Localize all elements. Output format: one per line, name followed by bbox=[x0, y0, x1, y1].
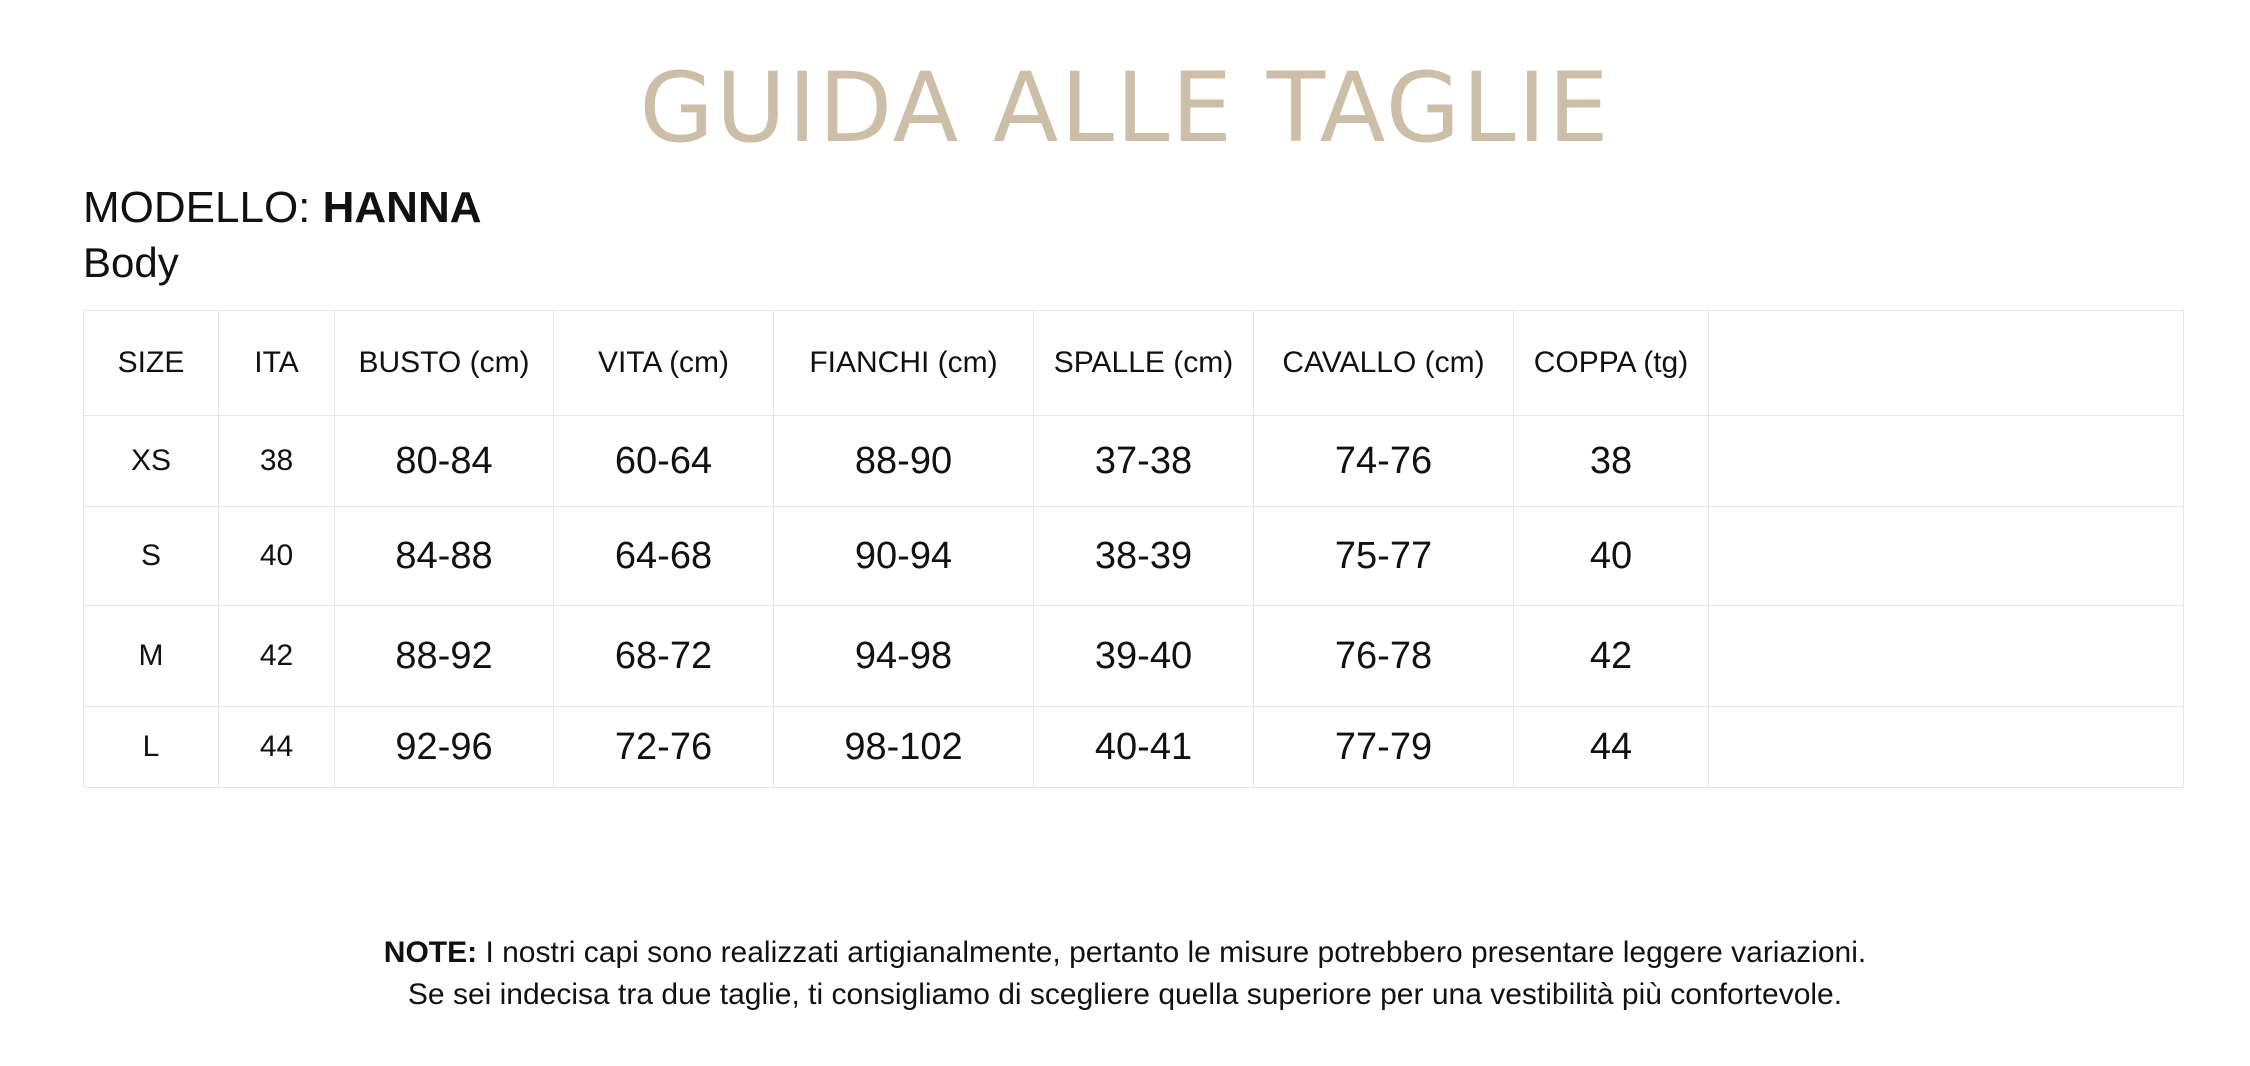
cell-empty bbox=[1709, 507, 2184, 606]
cell-busto: 92-96 bbox=[335, 707, 554, 788]
cell-vita: 72-76 bbox=[554, 707, 774, 788]
cell-empty bbox=[1709, 606, 2184, 707]
cell-coppa: 44 bbox=[1514, 707, 1709, 788]
cell-size: XS bbox=[84, 416, 219, 507]
header-spalle: SPALLE (cm) bbox=[1034, 311, 1254, 416]
cell-spalle: 37-38 bbox=[1034, 416, 1254, 507]
header-size: SIZE bbox=[84, 311, 219, 416]
page-title: GUIDA ALLE TAGLIE bbox=[639, 52, 1611, 164]
cell-fianchi: 88-90 bbox=[774, 416, 1034, 507]
cell-cavallo: 74-76 bbox=[1254, 416, 1514, 507]
header-ita: ITA bbox=[219, 311, 335, 416]
cell-cavallo: 77-79 bbox=[1254, 707, 1514, 788]
cell-cavallo: 75-77 bbox=[1254, 507, 1514, 606]
table-row bbox=[84, 606, 2184, 707]
header-empty bbox=[1709, 311, 2184, 416]
cell-cavallo: 76-78 bbox=[1254, 606, 1514, 707]
header-fianchi: FIANCHI (cm) bbox=[774, 311, 1034, 416]
model-line bbox=[83, 180, 482, 236]
note-line-2: Se sei indecisa tra due taglie, ti consigliamo di scegliere quella superiore per una vestibilità più confortevole. bbox=[407, 978, 1843, 1011]
cell-fianchi: 98-102 bbox=[774, 707, 1034, 788]
note-line-1 bbox=[0, 932, 2250, 974]
note-text-1: I nostri capi sono realizzati artigianalmente, pertanto le misure potrebbero presentare leggere variazioni. bbox=[477, 936, 1867, 969]
header-vita: VITA (cm) bbox=[554, 311, 774, 416]
cell-spalle: 38-39 bbox=[1034, 507, 1254, 606]
note-block bbox=[0, 932, 2250, 1016]
table-row bbox=[84, 507, 2184, 606]
cell-fianchi: 90-94 bbox=[774, 507, 1034, 606]
cell-size: L bbox=[84, 707, 219, 788]
header-busto: BUSTO (cm) bbox=[335, 311, 554, 416]
cell-ita: 44 bbox=[219, 707, 335, 788]
cell-size: M bbox=[84, 606, 219, 707]
cell-busto: 84-88 bbox=[335, 507, 554, 606]
model-name: HANNA bbox=[322, 183, 482, 232]
cell-coppa: 40 bbox=[1514, 507, 1709, 606]
cell-vita: 68-72 bbox=[554, 606, 774, 707]
cell-vita: 64-68 bbox=[554, 507, 774, 606]
cell-coppa: 38 bbox=[1514, 416, 1709, 507]
cell-spalle: 40-41 bbox=[1034, 707, 1254, 788]
note-label: NOTE: bbox=[383, 936, 478, 969]
cell-spalle: 39-40 bbox=[1034, 606, 1254, 707]
cell-ita: 38 bbox=[219, 416, 335, 507]
cell-busto: 80-84 bbox=[335, 416, 554, 507]
cell-coppa: 42 bbox=[1514, 606, 1709, 707]
cell-ita: 42 bbox=[219, 606, 335, 707]
table-row bbox=[84, 707, 2184, 788]
cell-size: S bbox=[84, 507, 219, 606]
table-row bbox=[84, 416, 2184, 507]
size-table bbox=[83, 310, 2184, 788]
model-label: MODELLO: bbox=[83, 183, 323, 232]
product-type: Body bbox=[83, 239, 179, 286]
cell-empty bbox=[1709, 416, 2184, 507]
cell-vita: 60-64 bbox=[554, 416, 774, 507]
cell-empty bbox=[1709, 707, 2184, 788]
table-header-row bbox=[84, 311, 2184, 416]
cell-busto: 88-92 bbox=[335, 606, 554, 707]
cell-ita: 40 bbox=[219, 507, 335, 606]
header-cavallo: CAVALLO (cm) bbox=[1254, 311, 1514, 416]
cell-fianchi: 94-98 bbox=[774, 606, 1034, 707]
header-coppa: COPPA (tg) bbox=[1514, 311, 1709, 416]
